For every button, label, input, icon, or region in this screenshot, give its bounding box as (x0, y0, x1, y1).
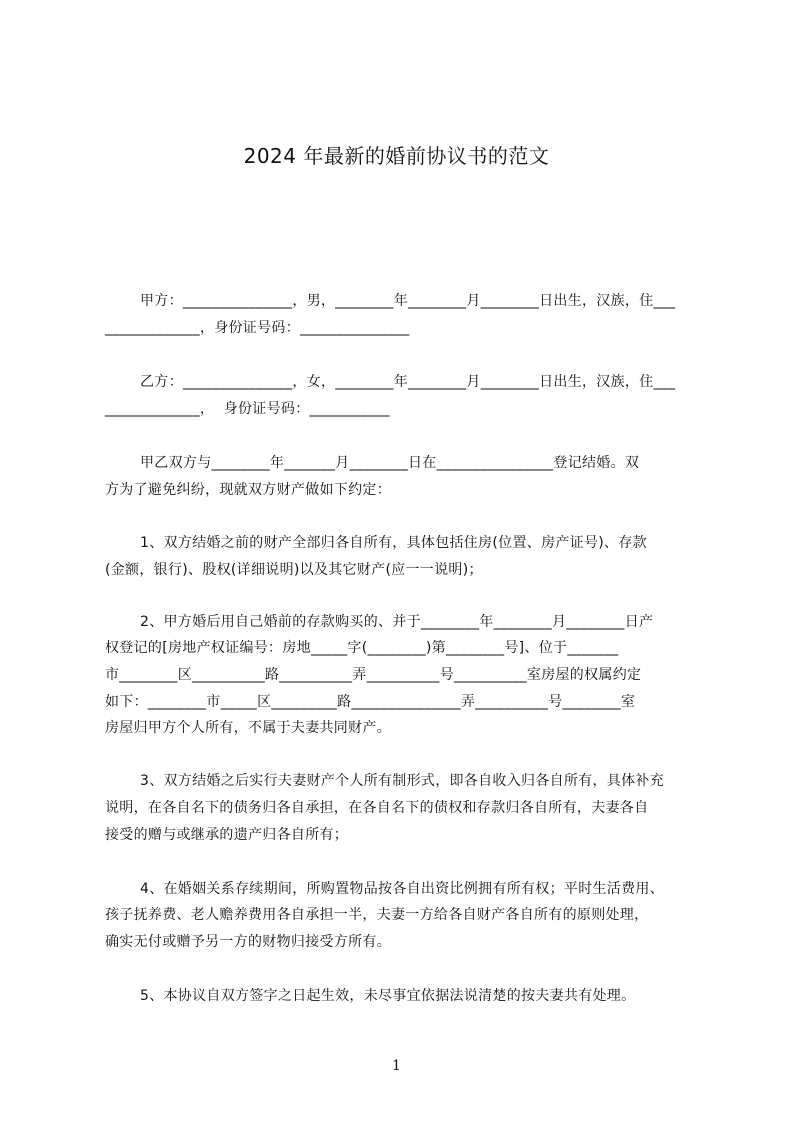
clause-4-line-2: 孩子抚养费、老人赡养费用各自承担一半，夫妻一方给各自财产各自所有的原则处理， (105, 907, 649, 923)
clause-2-line-3: 市________区__________路__________弄__________号__________室房屋的权属约定 (105, 667, 642, 683)
clause-2-line-4: 如下：________市_____区_________路_______________弄__________号________室 (105, 694, 636, 710)
intro-line-2: 方为了避免纠纷，现就双方财产做如下约定： (105, 482, 391, 498)
clause-1-line-2: (金额，银行)、股权(详细说明)以及其它财产(应一一说明)； (105, 562, 483, 578)
party-a-line-2: _____________，身份证号码：_______________ (105, 320, 410, 336)
party-b-line-2: _____________， 身份证号码：___________ (105, 401, 390, 417)
clause-2-line-5: 房屋归甲方个人所有，不属于夫妻共同财产。 (105, 720, 391, 736)
clause-2-line-2: 权登记的[房地产权证编号：房地_____字(________)第________号]、位于_______ (105, 640, 619, 656)
clause-3-line-2: 说明，在各自名下的债务归各自承担，在各自名下的债权和存款归各自所有，夫妻各自 (105, 800, 649, 816)
clause-2-line-1: 2、甲方婚后用自己婚前的存款购买的、并于________年________月________日产 (140, 614, 654, 630)
party-b-line-1: 乙方：_______________，女，________年________月________日出生，汉族，住___ (140, 374, 676, 390)
document-title: 2024 年最新的婚前协议书的范文 (243, 144, 550, 168)
clause-1-line-1: 1、双方结婚之前的财产全部归各自所有，具体包括住房(位置、房产证号)、存款 (140, 535, 647, 551)
clause-3-line-3: 接受的赠与或继承的遗产归各自所有； (105, 827, 349, 843)
party-a-line-1: 甲方：_______________，男，________年________月________日出生，汉族，住___ (140, 293, 676, 309)
clause-4-line-1: 4、在婚姻关系存续期间，所购置物品按各自出资比例拥有所有权；平时生活费用、 (140, 881, 665, 897)
page-number: 1 (392, 1058, 401, 1074)
clause-4-line-3: 确实无付或赠予另一方的财物归接受方所有。 (105, 934, 391, 950)
intro-line-1: 甲乙双方与________年_______月________日在________________登记结婚。双 (140, 455, 640, 471)
clause-3-line-1: 3、双方结婚之后实行夫妻财产个人所有制形式，即各自收入归各自所有，具体补充 (140, 773, 665, 789)
clause-5-line-1: 5、本协议自双方签字之日起生效，未尽事宜依据法说清楚的按夫妻共有处理。 (140, 988, 636, 1004)
